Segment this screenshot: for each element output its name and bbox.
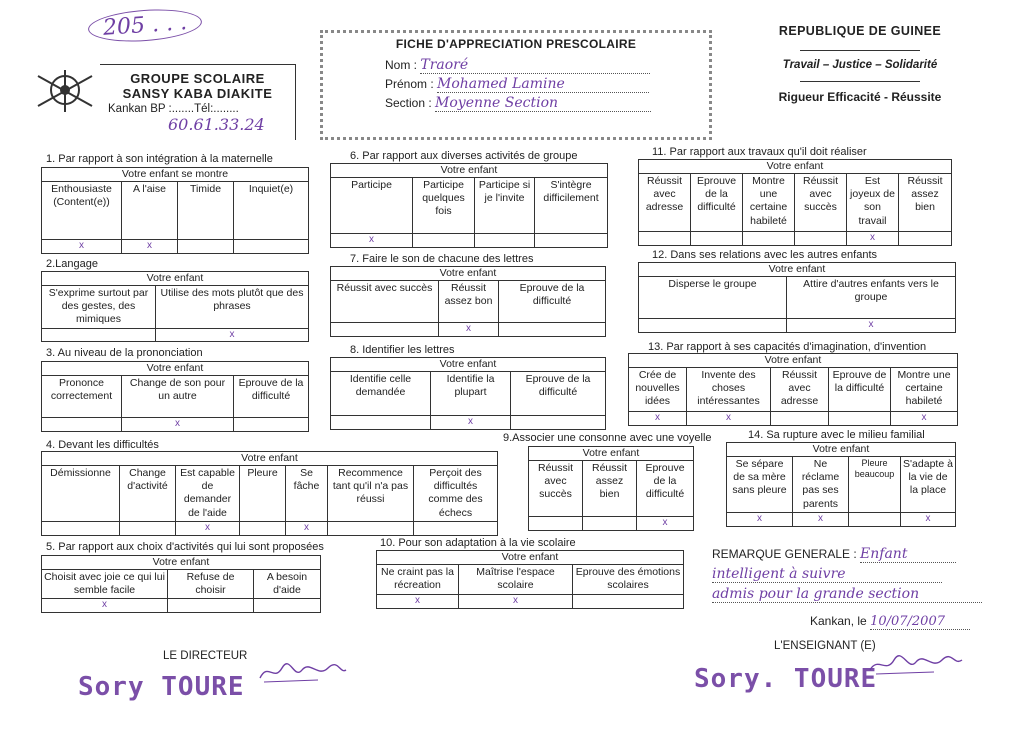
s7-mark [331,323,439,337]
remark-label: REMARQUE GENERALE : [712,547,857,561]
school-name-1: GROUPE SCOLAIRE [130,71,265,86]
s8-option: Identifie celle demandée [331,372,431,416]
s13-option: Crée de nouvelles idées [629,368,687,412]
s13-option: Eprouve de la difficulté [829,368,891,412]
s4-option: Est capable de demander de l'aide [176,466,240,522]
s4-mark [240,522,286,536]
s14-option: Pleure beaucoup [849,457,901,513]
s1-mark [234,240,309,254]
fiche-prenom-row [385,76,699,93]
s4-header: Votre enfant [42,452,498,466]
s1-mark [178,240,234,254]
s11-option: Montre une certaine habileté [743,174,795,232]
s13-option: Invente des choses intéressantes [687,368,771,412]
s14-option: Se sépare de sa mère sans pleure [727,457,793,513]
s1-header: Votre enfant se montre [42,168,309,182]
s10-option: Eprouve des émotions scolaires [573,565,684,595]
director-label: LE DIRECTEUR [163,650,248,662]
s4-title: 4. Devant les difficultés [46,439,159,451]
s13-mark: x [687,412,771,426]
s11-mark [691,232,743,246]
s9-mark [529,517,583,531]
s8-mark [511,416,606,430]
s8-mark: x [431,416,511,430]
s7-header: Votre enfant [331,267,606,281]
s14-mark: x [793,513,849,527]
s13-mark: x [629,412,687,426]
s3-option: Prononce correctement [42,376,122,418]
s1-option: Timide [178,182,234,240]
s8-mark [331,416,431,430]
place-date-label: Kankan, le [810,614,867,628]
s6-option: Participe [331,178,413,234]
s13-title: 13. Par rapport à ses capacités d'imagination, d'invention [648,341,927,353]
s13-option: Réussit avec adresse [771,368,829,412]
s12-option: Attire d'autres enfants vers le groupe [787,277,956,319]
s13-mark: x [891,412,958,426]
s9-mark [583,517,637,531]
s13-table [628,353,958,426]
s11-option: Réussit assez bien [899,174,952,232]
school-logo-icon [34,66,96,118]
s1-option: A l'aise [122,182,178,240]
handwritten-number: 205 . . . [87,6,203,45]
s6-mark: x [331,234,413,248]
s13-mark [771,412,829,426]
prenom-label: Prénom : [385,77,434,91]
s3-header: Votre enfant [42,362,309,376]
s8-option: Eprouve de la difficulté [511,372,606,416]
s14-header: Votre enfant [727,443,956,457]
director-stamp: Sory TOURE [78,672,245,702]
s6-option: S'intègre difficilement [535,178,608,234]
s11-option: Eprouve de la difficulté [691,174,743,232]
s6-mark [413,234,475,248]
s12-header: Votre enfant [639,263,956,277]
s4-option: Recommence tant qu'il n'a pas réussi [328,466,414,522]
teacher-label: L'ENSEIGNANT (E) [774,640,876,652]
teacher-stamp: Sory. TOURE [694,664,878,694]
s11-title: 11. Par rapport aux travaux qu'il doit réaliser [652,146,867,158]
s11-mark [743,232,795,246]
s9-option: Réussit avec succès [529,461,583,517]
s4-mark: x [176,522,240,536]
s12-title: 12. Dans ses relations avec les autres enfants [652,249,878,261]
s2-table [41,271,309,342]
s8-table [330,357,606,430]
handwritten-number-text: 205 [102,13,146,41]
s1-title: 1. Par rapport à son intégration à la maternelle [46,153,273,165]
remark-block [712,546,1002,603]
s10-mark [573,595,684,609]
s5-option: Refuse de choisir [168,570,254,599]
s6-mark [475,234,535,248]
remark-line-2: intelligent à suivre [712,566,942,583]
s4-option: Démissionne [42,466,120,522]
s6-header: Votre enfant [331,164,608,178]
s7-title: 7. Faire le son de chacune des lettres [350,253,534,265]
school-phone: 60.61.33.24 [168,115,265,134]
section-value: Moyenne Section [435,95,651,112]
school-block [100,64,296,140]
s6-table [330,163,608,248]
nom-value: Traoré [420,57,650,74]
s5-title: 5. Par rapport aux choix d'activités qui lui sont proposées [46,541,324,553]
s9-option: Réussit assez bien [583,461,637,517]
s13-header: Votre enfant [629,354,958,368]
s4-mark [42,522,120,536]
s7-option: Réussit assez bon [439,281,499,323]
section-label: Section : [385,96,432,110]
s5-mark [254,599,321,613]
s2-mark: x [156,328,309,342]
s11-option: Réussit avec adresse [639,174,691,232]
s7-mark: x [439,323,499,337]
s6-option: Participe quelques fois [413,178,475,234]
s5-header: Votre enfant [42,556,321,570]
s14-mark: x [727,513,793,527]
s12-mark: x [787,319,956,333]
s4-mark [414,522,498,536]
s10-mark: x [459,595,573,609]
s14-option: S'adapte à la vie de la place [901,457,956,513]
s1-option: Enthousiaste (Content(e)) [42,182,122,240]
s11-mark [795,232,847,246]
teacher-signature [868,652,964,678]
s12-table [638,262,956,333]
s4-mark [328,522,414,536]
fiche-box [320,30,712,140]
republic-divider-2 [800,81,920,82]
s11-option: Est joyeux de son travail [847,174,899,232]
s2-mark [42,328,156,342]
s13-mark [829,412,891,426]
republic-block [740,24,980,104]
s11-option: Réussit avec succès [795,174,847,232]
s2-title: 2.Langage [46,258,98,270]
remark-row-1 [712,546,1002,563]
place-date [810,614,970,630]
s10-title: 10. Pour son adaptation à la vie scolaire [380,537,576,549]
s4-option: Pleure [240,466,286,522]
school-name-2: SANSY KABA DIAKITE [122,86,273,101]
s14-table [726,442,956,527]
republic-divider-1 [800,50,920,51]
republic-motto: Travail – Justice – Solidarité [782,59,938,71]
s9-option: Eprouve de la difficulté [637,461,694,517]
s3-mark: x [122,418,234,432]
s10-option: Ne craint pas la récreation [377,565,459,595]
s13-option: Montre une certaine habileté [891,368,958,412]
s6-mark [535,234,608,248]
fiche-title: FICHE D'APPRECIATION PRESCOLAIRE [395,37,637,51]
director-signature [258,660,348,686]
republic-slogan: Rigueur Efficacité - Réussite [778,90,942,104]
s12-mark [639,319,787,333]
s3-table [41,361,309,432]
s6-option: Participe si je l'invite [475,178,535,234]
s14-title: 14. Sa rupture avec le milieu familial [748,429,925,441]
s4-option: Se fâche [286,466,328,522]
s3-option: Eprouve de la difficulté [234,376,309,418]
s12-option: Disperse le groupe [639,277,787,319]
nom-label: Nom : [385,58,418,72]
s14-mark [849,513,901,527]
republic-title: REPUBLIQUE DE GUINEE [778,24,942,38]
s9-mark: x [637,517,694,531]
place-date-value: 10/07/2007 [870,614,970,630]
school-logo [34,66,96,118]
s1-table [41,167,309,254]
s4-option: Change d'activité [120,466,176,522]
s1-option: Inquiet(e) [234,182,309,240]
s8-title: 8. Identifier les lettres [350,344,455,356]
s8-header: Votre enfant [331,358,606,372]
s4-mark: x [286,522,328,536]
fiche-section-row [385,95,699,112]
s11-header: Votre enfant [639,160,952,174]
s2-header: Votre enfant [42,272,309,286]
s4-table [41,451,498,536]
s10-mark: x [377,595,459,609]
remark-line-1: Enfant [860,546,956,563]
s2-option: S'exprime surtout par des gestes, des mimiques [42,286,156,328]
s6-title: 6. Par rapport aux diverses activités de groupe [350,150,578,162]
s7-option: Réussit avec succès [331,281,439,323]
teacher-signature-scribble [868,652,964,678]
s5-mark: x [42,599,168,613]
s9-title: 9.Associer une consonne avec une voyelle [503,432,712,444]
school-address: Kankan BP :.......Tél:........ [108,103,239,115]
prenom-value: Mohamed Lamine [437,76,649,93]
s11-mark [639,232,691,246]
s11-table [638,159,952,246]
s14-mark: x [901,513,956,527]
s14-option: Ne réclame pas ses parents [793,457,849,513]
s7-table [330,266,606,337]
s5-mark [168,599,254,613]
s7-option: Eprouve de la difficulté [499,281,606,323]
s10-table [376,550,684,609]
s11-mark [899,232,952,246]
s11-mark: x [847,232,899,246]
s5-option: A besoin d'aide [254,570,321,599]
s7-mark [499,323,606,337]
s3-mark [234,418,309,432]
s8-option: Identifie la plupart [431,372,511,416]
s9-table [528,446,694,531]
s1-mark: x [42,240,122,254]
s3-mark [42,418,122,432]
director-signature-scribble [258,660,348,686]
s1-mark: x [122,240,178,254]
s4-mark [120,522,176,536]
s10-option: Maîtrise l'espace scolaire [459,565,573,595]
s10-header: Votre enfant [377,551,684,565]
s5-option: Choisit avec joie ce qui lui semble facile [42,570,168,599]
s3-option: Change de son pour un autre [122,376,234,418]
remark-line-3: admis pour la grande section [712,586,982,603]
s3-title: 3. Au niveau de la prononciation [46,347,203,359]
fiche-nom-row [385,57,699,74]
s5-table [41,555,321,613]
s9-header: Votre enfant [529,447,694,461]
s2-option: Utilise des mots plutôt que des phrases [156,286,309,328]
s4-option: Perçoit des difficultés comme des échecs [414,466,498,522]
